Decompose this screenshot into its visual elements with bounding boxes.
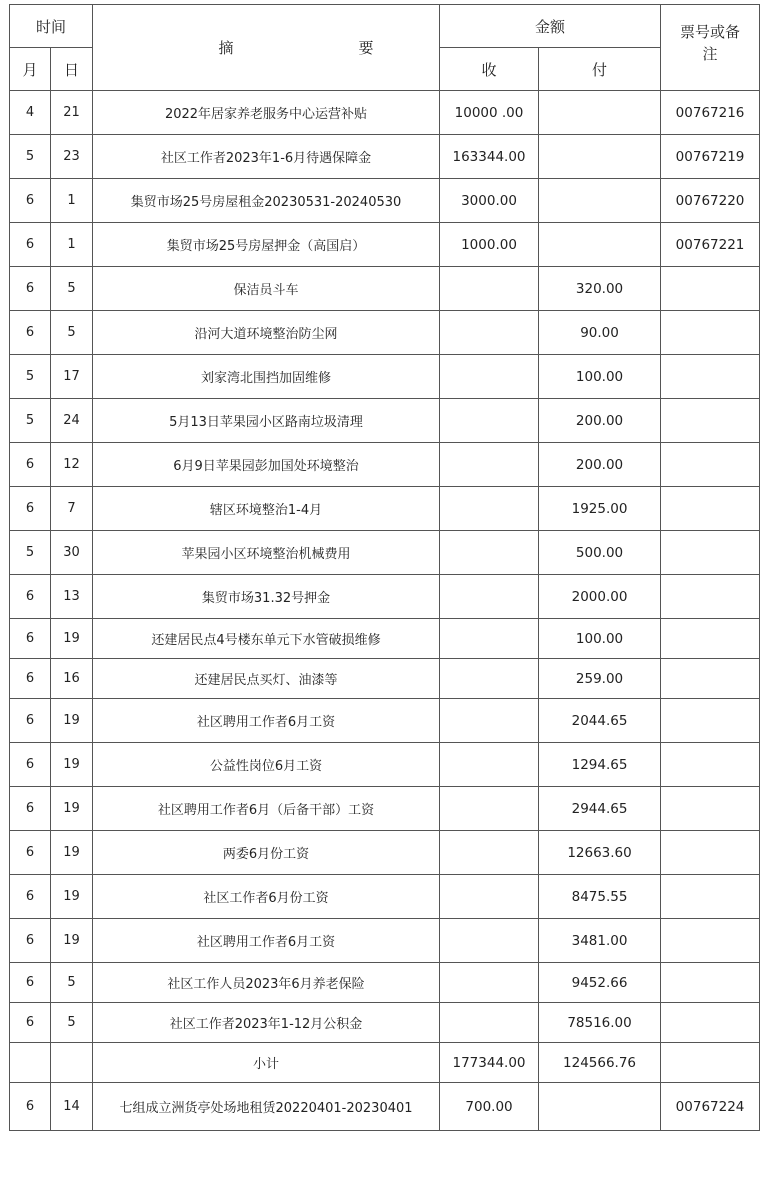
payment-cell: 12663.60 xyxy=(539,831,661,875)
ticket-cell xyxy=(661,787,760,831)
month-cell: 6 xyxy=(10,619,51,659)
summary-cell: 沿河大道环境整治防尘网 xyxy=(93,311,440,355)
day-header: 日 xyxy=(51,48,93,91)
payment-cell: 200.00 xyxy=(539,399,661,443)
day-cell: 13 xyxy=(51,575,93,619)
summary-header-char-2: 要 xyxy=(358,39,374,57)
month-cell: 6 xyxy=(10,831,51,875)
ledger-body xyxy=(10,91,760,1131)
day-cell: 19 xyxy=(51,831,93,875)
payment-cell: 100.00 xyxy=(539,355,661,399)
payment-cell: 500.00 xyxy=(539,531,661,575)
table-row xyxy=(10,443,760,487)
summary-cell: 2022年居家养老服务中心运营补贴 xyxy=(93,91,440,135)
amount-header: 金额 xyxy=(440,5,661,48)
income-cell xyxy=(440,267,539,311)
income-cell xyxy=(440,743,539,787)
ticket-cell xyxy=(661,311,760,355)
table-row xyxy=(10,399,760,443)
summary-cell: 小计 xyxy=(93,1043,440,1083)
table-row xyxy=(10,487,760,531)
summary-cell: 社区工作者6月份工资 xyxy=(93,875,440,919)
summary-cell: 辖区环境整治1-4月 xyxy=(93,487,440,531)
month-cell: 6 xyxy=(10,659,51,699)
month-cell: 6 xyxy=(10,875,51,919)
payment-cell xyxy=(539,135,661,179)
summary-cell: 社区聘用工作者6月工资 xyxy=(93,699,440,743)
income-cell: 1000.00 xyxy=(440,223,539,267)
month-cell: 6 xyxy=(10,487,51,531)
table-row xyxy=(10,743,760,787)
payment-header: 付 xyxy=(539,48,661,91)
payment-cell: 1294.65 xyxy=(539,743,661,787)
income-cell xyxy=(440,311,539,355)
day-cell: 16 xyxy=(51,659,93,699)
income-cell: 3000.00 xyxy=(440,179,539,223)
summary-header xyxy=(93,5,440,91)
table-row xyxy=(10,919,760,963)
income-cell xyxy=(440,659,539,699)
month-cell: 5 xyxy=(10,135,51,179)
month-cell: 6 xyxy=(10,223,51,267)
table-row xyxy=(10,267,760,311)
table-row xyxy=(10,659,760,699)
day-cell: 12 xyxy=(51,443,93,487)
table-row xyxy=(10,91,760,135)
payment-cell xyxy=(539,1083,661,1131)
income-cell xyxy=(440,919,539,963)
day-cell: 5 xyxy=(51,963,93,1003)
table-row xyxy=(10,355,760,399)
table-row xyxy=(10,1083,760,1131)
summary-cell: 社区工作人员2023年6月养老保险 xyxy=(93,963,440,1003)
income-cell xyxy=(440,487,539,531)
month-cell: 6 xyxy=(10,743,51,787)
table-row xyxy=(10,311,760,355)
day-cell: 19 xyxy=(51,919,93,963)
income-cell: 700.00 xyxy=(440,1083,539,1131)
summary-cell: 社区工作者2023年1-12月公积金 xyxy=(93,1003,440,1043)
ticket-cell xyxy=(661,699,760,743)
month-cell: 4 xyxy=(10,91,51,135)
income-cell xyxy=(440,575,539,619)
day-cell: 17 xyxy=(51,355,93,399)
day-cell: 7 xyxy=(51,487,93,531)
summary-cell: 还建居民点4号楼东单元下水管破损维修 xyxy=(93,619,440,659)
payment-cell: 90.00 xyxy=(539,311,661,355)
ticket-cell: 00767216 xyxy=(661,91,760,135)
payment-cell: 2000.00 xyxy=(539,575,661,619)
month-cell: 6 xyxy=(10,575,51,619)
table-row xyxy=(10,1003,760,1043)
summary-cell: 两委6月份工资 xyxy=(93,831,440,875)
summary-cell: 集贸市场25号房屋租金20230531-20240530 xyxy=(93,179,440,223)
ticket-cell xyxy=(661,875,760,919)
table-row xyxy=(10,531,760,575)
income-header: 收 xyxy=(440,48,539,91)
income-cell xyxy=(440,619,539,659)
month-cell: 5 xyxy=(10,531,51,575)
payment-cell xyxy=(539,223,661,267)
ticket-cell xyxy=(661,267,760,311)
ticket-cell xyxy=(661,919,760,963)
day-cell: 23 xyxy=(51,135,93,179)
month-cell: 6 xyxy=(10,787,51,831)
ticket-cell xyxy=(661,831,760,875)
day-cell: 1 xyxy=(51,179,93,223)
income-cell xyxy=(440,1003,539,1043)
day-cell: 24 xyxy=(51,399,93,443)
ticket-cell xyxy=(661,575,760,619)
income-cell xyxy=(440,355,539,399)
table-row xyxy=(10,179,760,223)
month-cell: 6 xyxy=(10,1003,51,1043)
month-cell: 6 xyxy=(10,179,51,223)
ticket-cell xyxy=(661,531,760,575)
summary-cell: 社区聘用工作者6月工资 xyxy=(93,919,440,963)
income-cell xyxy=(440,787,539,831)
payment-cell: 2944.65 xyxy=(539,787,661,831)
ticket-cell xyxy=(661,743,760,787)
table-row xyxy=(10,699,760,743)
ticket-cell xyxy=(661,659,760,699)
ticket-cell: 00767224 xyxy=(661,1083,760,1131)
day-cell: 30 xyxy=(51,531,93,575)
payment-cell: 320.00 xyxy=(539,267,661,311)
day-cell: 14 xyxy=(51,1083,93,1131)
summary-cell: 集贸市场25号房屋押金（高国启） xyxy=(93,223,440,267)
income-cell xyxy=(440,531,539,575)
day-cell: 19 xyxy=(51,787,93,831)
payment-cell: 200.00 xyxy=(539,443,661,487)
ticket-cell xyxy=(661,963,760,1003)
ticket-cell xyxy=(661,1003,760,1043)
day-cell: 19 xyxy=(51,619,93,659)
summary-cell: 还建居民点买灯、油漆等 xyxy=(93,659,440,699)
income-cell: 177344.00 xyxy=(440,1043,539,1083)
payment-cell: 3481.00 xyxy=(539,919,661,963)
income-cell: 163344.00 xyxy=(440,135,539,179)
table-row xyxy=(10,831,760,875)
day-cell: 21 xyxy=(51,91,93,135)
payment-cell: 259.00 xyxy=(539,659,661,699)
day-cell xyxy=(51,1043,93,1083)
summary-cell: 社区聘用工作者6月（后备干部）工资 xyxy=(93,787,440,831)
table-row xyxy=(10,575,760,619)
month-cell: 5 xyxy=(10,355,51,399)
month-cell: 6 xyxy=(10,919,51,963)
ledger-table xyxy=(9,4,760,1131)
payment-cell: 2044.65 xyxy=(539,699,661,743)
month-cell: 6 xyxy=(10,699,51,743)
payment-cell: 100.00 xyxy=(539,619,661,659)
month-cell: 6 xyxy=(10,963,51,1003)
month-cell xyxy=(10,1043,51,1083)
summary-cell: 集贸市场31.32号押金 xyxy=(93,575,440,619)
time-header: 时间 xyxy=(10,5,93,48)
day-cell: 1 xyxy=(51,223,93,267)
summary-cell: 6月9日苹果园彭加国处环境整治 xyxy=(93,443,440,487)
income-cell xyxy=(440,963,539,1003)
summary-cell: 保洁员斗车 xyxy=(93,267,440,311)
income-cell xyxy=(440,699,539,743)
subtotal-row xyxy=(10,1043,760,1083)
ticket-cell xyxy=(661,487,760,531)
day-cell: 5 xyxy=(51,1003,93,1043)
ticket-cell xyxy=(661,619,760,659)
summary-cell: 社区工作者2023年1-6月待遇保障金 xyxy=(93,135,440,179)
day-cell: 5 xyxy=(51,267,93,311)
day-cell: 19 xyxy=(51,743,93,787)
payment-cell: 9452.66 xyxy=(539,963,661,1003)
income-cell xyxy=(440,831,539,875)
payment-cell: 1925.00 xyxy=(539,487,661,531)
table-row xyxy=(10,787,760,831)
table-row xyxy=(10,619,760,659)
summary-cell: 苹果园小区环境整治机械费用 xyxy=(93,531,440,575)
income-cell: 10000 .00 xyxy=(440,91,539,135)
ticket-cell xyxy=(661,443,760,487)
summary-cell: 七组成立洲货亭处场地租赁20220401-20230401 xyxy=(93,1083,440,1131)
table-row xyxy=(10,223,760,267)
day-cell: 5 xyxy=(51,311,93,355)
ticket-cell xyxy=(661,399,760,443)
table-row xyxy=(10,963,760,1003)
ticket-cell: 00767220 xyxy=(661,179,760,223)
ticket-cell: 00767219 xyxy=(661,135,760,179)
month-cell: 6 xyxy=(10,1083,51,1131)
payment-cell: 8475.55 xyxy=(539,875,661,919)
income-cell xyxy=(440,443,539,487)
payment-cell: 78516.00 xyxy=(539,1003,661,1043)
month-cell: 5 xyxy=(10,399,51,443)
payment-cell xyxy=(539,179,661,223)
ticket-cell xyxy=(661,1043,760,1083)
ticket-cell xyxy=(661,355,760,399)
day-cell: 19 xyxy=(51,699,93,743)
payment-cell xyxy=(539,91,661,135)
table-row xyxy=(10,875,760,919)
day-cell: 19 xyxy=(51,875,93,919)
income-cell xyxy=(440,399,539,443)
month-cell: 6 xyxy=(10,443,51,487)
income-cell xyxy=(440,875,539,919)
summary-cell: 公益性岗位6月工资 xyxy=(93,743,440,787)
summary-header-char-1: 摘 xyxy=(218,39,234,57)
ticket-cell: 00767221 xyxy=(661,223,760,267)
summary-cell: 5月13日苹果园小区路南垃圾清理 xyxy=(93,399,440,443)
month-cell: 6 xyxy=(10,267,51,311)
month-header: 月 xyxy=(10,48,51,91)
payment-cell: 124566.76 xyxy=(539,1043,661,1083)
table-row xyxy=(10,135,760,179)
ticket-header: 票号或备注 xyxy=(661,5,760,91)
month-cell: 6 xyxy=(10,311,51,355)
summary-cell: 刘家湾北围挡加固维修 xyxy=(93,355,440,399)
